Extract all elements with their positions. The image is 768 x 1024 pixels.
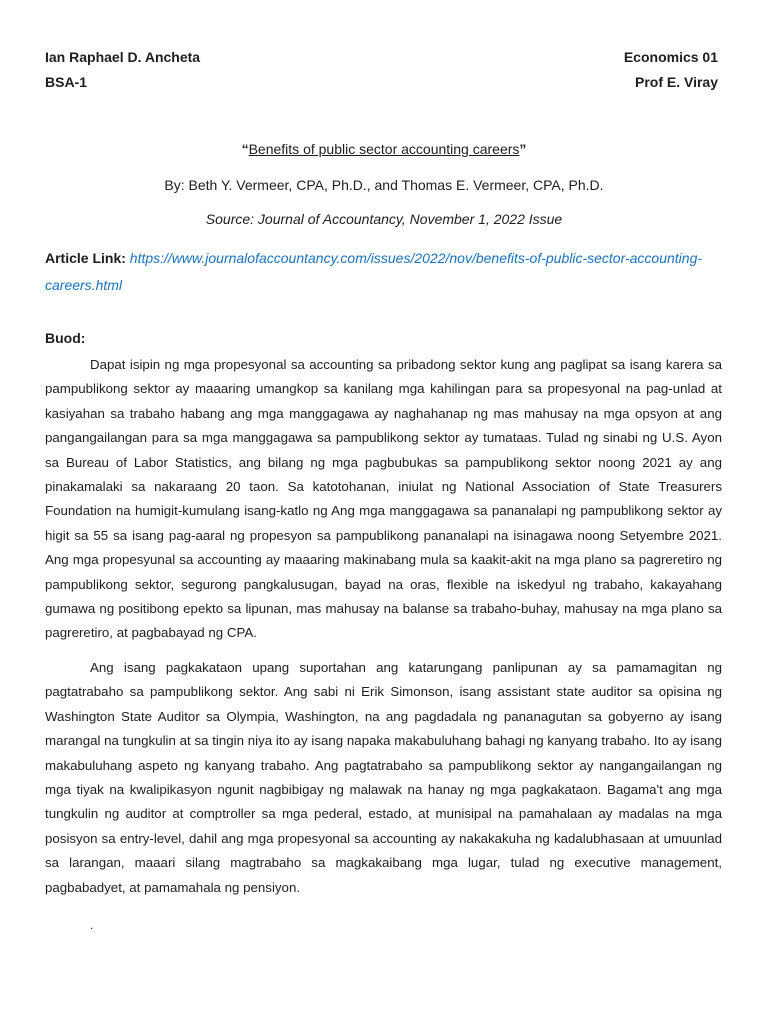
article-link-line (45, 245, 718, 299)
title-close-quote: ” (519, 141, 527, 157)
article-link-label: Article Link: (45, 250, 126, 266)
student-section: BSA-1 (45, 74, 88, 90)
article-source: Source: Journal of Accountancy, November 1, 2022 Issue (205, 211, 563, 227)
trailing-mark: . (90, 918, 94, 932)
summary-paragraph-1: Dapat isipin ng mga propesyonal sa accounting sa pribadong sektor kung ang paglipat sa isang karera sa pampublikong sektor ay maaaring umangkop sa kanilang mga kahilingan para sa propesyonal na pag-unlad at kasiyahan sa trabaho habang ang mga manggagawa ay naghahanap ng mas mahusay na mga opsyon at ang pangangailangan para sa mga manggagawa sa pampublikong sektor ay tumataas. Tulad ng sinabi ng U.S. Ayon sa Bureau of Labor Statistics, ang bilang ng mga pagbubukas sa pampublikong sektor noong 2021 ay ang pinakamalaki sa nakaraang 20 taon. Sa katotohanan, iniulat ng National Association of State Treasurers Foundation na humigit-kumulang isang-katlo ng Ang mga manggagawa sa pananalapi ng pampublikong sektor ay higit sa 55 sa isang pag-aaral ng propesyon sa pampublikong pananalapi na isinagawa noong Setyembre 2021. Ang mga propesyunal sa accounting ay maaaring makinabang mula sa kaakit-akit na mga plano sa pagreretiro ng pampublikong sektor, segurong pangkalusugan, bayad na oras, flexible na iskedyul ng trabaho, kakayahang gumawa ng positibong epekto sa lipunan, mas mahusay na balanse sa trabaho-buhay, mahusay na mga plano sa pagreretiro, at pagbabayad ng CPA. (45, 357, 722, 641)
course-name: Economics 01 (623, 49, 718, 65)
article-title (0, 141, 768, 157)
title-text: Benefits of public sector accounting careers (248, 141, 520, 157)
professor-name: Prof E. Viray (634, 74, 718, 90)
title-open-quote: “ (241, 141, 249, 157)
summary-paragraph-2: Ang isang pagkakataon upang suportahan ang katarungang panlipunan ay sa pamamagitan ng pagtatrabaho sa pampublikong sektor. Ang sabi ni Erik Simonson, isang assistant state auditor sa opisina ng Washington State Auditor sa Olympia, Washington, na ang pagdadala ng pananagutan sa gobyerno ay isang marangal na tungkulin at sa tingin niya ito ay isang napaka makabuluhang bahagi ng kanyang trabaho. Ito ay isang makabuluhang aspeto ng kanyang trabaho. Ang pagtatrabaho sa pampublikong sektor ay nangangailangan ng mga tiyak na kwalipikasyon ngunit nagbibigay ng malawak na hanay ng mga pagkakataon. Bagama't ang mga tungkulin ng auditor at comptroller sa mga pederal, estado, at munisipal na pamahalaan ay madalas na mga posisyon sa entry-level, dahil ang mga propesyonal sa accounting ay nakakakuha ng kadalubhasaan at umuunlad sa larangan, maaari silang magtrabaho sa magkakaibang mga lugar, tulad ng executive management, pagbabadyet, at pamamahala ng pensiyon. (45, 660, 722, 895)
article-link[interactable]: https://www.journalofaccountancy.com/issues/2022/nov/benefits-of-public-sector-accounting-careers.html (45, 250, 703, 293)
student-name: Ian Raphael D. Ancheta (45, 49, 201, 65)
summary-heading: Buod: (45, 330, 86, 346)
article-byline: By: Beth Y. Vermeer, CPA, Ph.D., and Thomas E. Vermeer, CPA, Ph.D. (164, 177, 604, 193)
document-header (45, 44, 718, 94)
